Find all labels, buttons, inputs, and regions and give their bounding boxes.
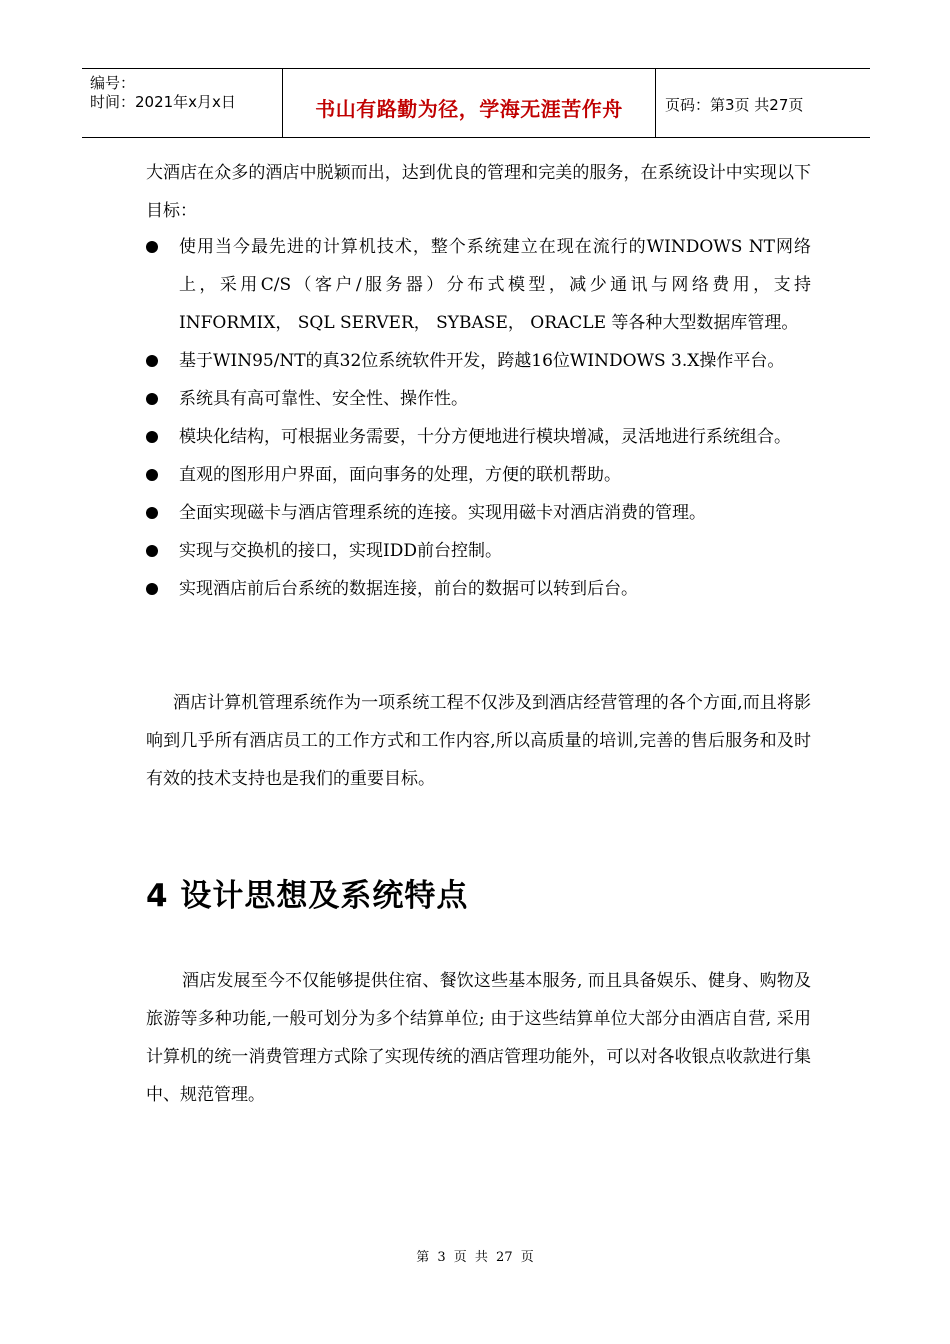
header-page-info: 页码：第3页 共27页 xyxy=(665,96,804,114)
bullet-icon xyxy=(146,241,158,253)
page-footer: 第 3 页 共 27 页 xyxy=(416,1250,534,1265)
bullet-text: 基于WIN95/NT的真32位系统软件开发，跨越16位WINDOWS 3.X操作平台。 xyxy=(179,351,785,371)
bullet-icon xyxy=(146,545,158,557)
bullet-text: 全面实现磁卡与酒店管理系统的连接。实现用磁卡对酒店消费的管理。 xyxy=(179,503,706,523)
bullet-icon xyxy=(146,469,158,481)
bullet-item xyxy=(146,532,811,570)
bullet-text: 实现与交换机的接口，实现IDD前台控制。 xyxy=(179,541,502,561)
header-meta-cell xyxy=(82,69,282,137)
bullet-text: 系统具有高可靠性、安全性、操作性。 xyxy=(179,389,468,409)
document-date-label: 时间：2021年x月x日 xyxy=(90,93,236,111)
bullet-text: 使用当今最先进的计算机技术，整个系统建立在现在流行的WINDOWS NT网络上，采用C/S（客户/服务器）分布式模型，减少通讯与网络费用，支持 INFORMIX， SQL SERVER， SYBASE， ORACLE 等各种大型数据库管理。 xyxy=(179,237,811,333)
header-motto-cell xyxy=(282,69,656,137)
goals-bullet-list xyxy=(146,228,811,608)
bullet-text: 直观的图形用户界面，面向事务的处理，方便的联机帮助。 xyxy=(179,465,621,485)
bullet-icon xyxy=(146,431,158,443)
bullet-icon xyxy=(146,583,158,595)
bullet-item xyxy=(146,570,811,608)
page-header xyxy=(82,68,870,138)
header-page-cell xyxy=(655,69,870,137)
bullet-item xyxy=(146,456,811,494)
bullet-item xyxy=(146,494,811,532)
header-motto: 书山有路勤为径，学海无涯苦作舟 xyxy=(315,97,623,121)
intro-paragraph: 大酒店在众多的酒店中脱颖而出，达到优良的管理和完美的服务，在系统设计中实现以下目标： xyxy=(146,163,811,221)
bullet-item xyxy=(146,380,811,418)
bullet-item xyxy=(146,228,811,342)
bullet-icon xyxy=(146,507,158,519)
design-paragraph: 酒店发展至今不仅能够提供住宿、餐饮这些基本服务, 而且具备娱乐、健身、购物及旅游等多种功能,一般可划分为多个结算单位; 由于这些结算单位大部分由酒店自营, 采用计算机的统一消费管理方式除了实现传统的酒店管理功能外，可以对各收银点收款进行集中、规范管理。 xyxy=(146,971,811,1105)
bullet-icon xyxy=(146,355,158,367)
bullet-text: 模块化结构，可根据业务需要，十分方便地进行模块增减，灵活地进行系统组合。 xyxy=(179,427,791,447)
section-heading: 4 设计思想及系统特点 xyxy=(146,878,469,914)
bullet-icon xyxy=(146,393,158,405)
bullet-text: 实现酒店前后台系统的数据连接，前台的数据可以转到后台。 xyxy=(179,579,638,599)
bullet-item xyxy=(146,418,811,456)
training-paragraph: 酒店计算机管理系统作为一项系统工程不仅涉及到酒店经营管理的各个方面,而且将影响到几乎所有酒店员工的工作方式和工作内容,所以高质量的培训,完善的售后服务和及时有效的技术支持也是我们的重要目标。 xyxy=(146,693,811,789)
document-number-label: 编号： xyxy=(90,74,136,92)
bullet-item xyxy=(146,342,811,380)
